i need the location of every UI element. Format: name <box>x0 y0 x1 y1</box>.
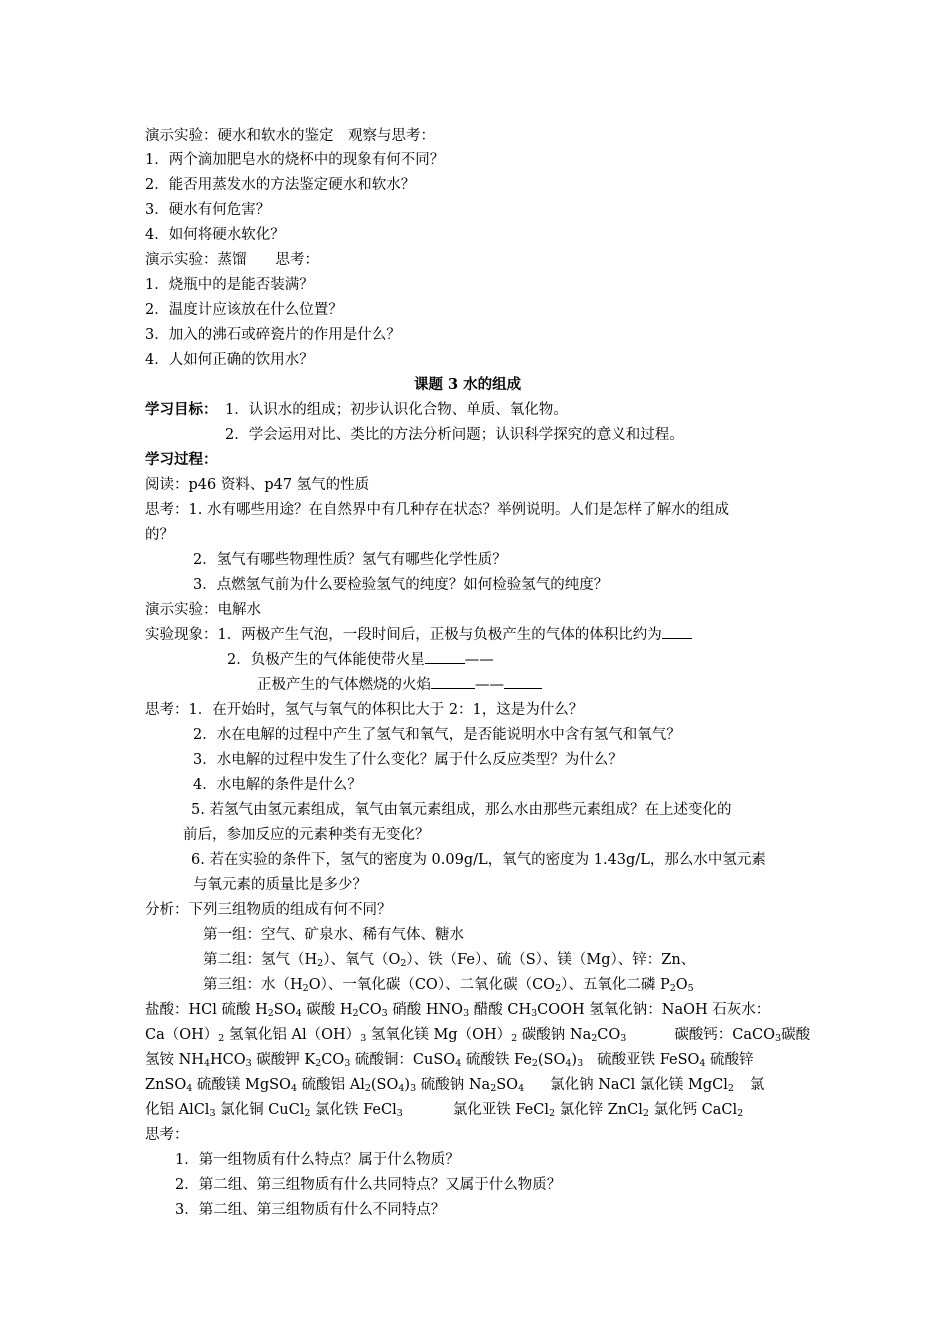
dash: —— <box>464 652 494 668</box>
reading-line: 阅读：p46 资料、p47 氢气的性质 <box>145 477 370 493</box>
phenomenon-line <box>145 624 692 646</box>
thinking-line: 的？ <box>145 527 174 543</box>
phenomenon-text: 实验现象：1．两极产生气泡，一段时间后，正极与负极产生的气体的体积比约为 <box>145 627 662 643</box>
phenomenon-text: 2．负极产生的气体能使带火星 <box>227 652 425 668</box>
learning-process-label: 学习过程： <box>145 451 218 468</box>
learning-goal-item: 1．认识水的组成；初步认识化合物、单质、氧化物。 <box>225 402 568 418</box>
phenomenon-line <box>257 674 542 696</box>
thinking-line: 思考：1．在开始时，氢气与氧气的体积比大于 2：1，这是为什么？ <box>145 702 584 718</box>
compound-list-line: 盐酸：HCl 硫酸 $H_2SO_4$ 碳酸 $H_2CO_3$ 硝酸 $HNO_3$ 醋酸 $CH_3COOH$ 氢氧化钠：NaOH 石灰水： <box>145 1002 771 1019</box>
phenomenon-line <box>227 649 494 671</box>
blank-line <box>504 674 542 689</box>
thinking-line: 与氧元素的质量比是多少？ <box>193 877 367 893</box>
group-three-line: 第三组：水$(H_2O)$、一氧化碳（CO）、二氧化碳$(CO_2)$、五氧化二磷 $P_2O_5$ <box>203 977 694 994</box>
thinking-line: 前后，参加反应的元素种类有无变化？ <box>183 827 430 843</box>
thinking-line: 4．水电解的条件是什么？ <box>193 777 362 793</box>
thinking-line: 2．水在电解的过程中产生了氢气和氧气，是否能说明水中含有氢气和氧气？ <box>193 727 681 743</box>
blank-line <box>431 674 475 689</box>
group-one-line: 第一组：空气、矿泉水、稀有气体、糖水 <box>203 927 464 943</box>
question-line: 2．温度计应该放在什么位置？ <box>145 302 343 318</box>
thinking-line: 3．第二组、第三组物质有什么不同特点？ <box>175 1202 446 1218</box>
thinking-heading: 思考： <box>145 1127 189 1143</box>
phenomenon-text: 正极产生的气体燃烧的火焰 <box>257 677 431 693</box>
analysis-line: 分析：下列三组物质的组成有何不同？ <box>145 902 392 918</box>
lesson-title: 课题 3 水的组成 <box>414 376 522 393</box>
question-line: 2．能否用蒸发水的方法鉴定硬水和软水？ <box>145 177 416 193</box>
question-line: 1．两个滴加肥皂水的烧杯中的现象有何不同？ <box>145 152 445 168</box>
thinking-line: 2．第二组、第三组物质有什么共同特点？又属于什么物质？ <box>175 1177 562 1193</box>
demo-electrolysis-heading: 演示实验：电解水 <box>145 602 261 618</box>
question-line: 4．人如何正确的饮用水？ <box>145 352 314 368</box>
thinking-line: 6. 若在实验的条件下，氢气的密度为 0.09g/L，氧气的密度为 1.43g/L，那么水中氢元素 <box>191 852 766 868</box>
demo-distillation-heading: 演示实验：蒸馏 思考： <box>145 252 319 268</box>
learning-goal-item: 2．学会运用对比、类比的方法分析问题；认识科学探究的意义和过程。 <box>225 427 684 443</box>
dash: —— <box>475 677 504 693</box>
learning-goals-label: 学习目标： <box>145 401 218 418</box>
thinking-line: 3．水电解的过程中发生了什么变化？属于什么反应类型？为什么？ <box>193 752 623 768</box>
thinking-line: 5. 若氢气由氢元素组成，氧气由氧元素组成，那么水由那些元素组成？在上述变化的 <box>191 802 732 818</box>
compound-list-line: $Ca(OH)_2$ 氢氧化铝 $Al(OH)_3$ 氢氧化镁 $Mg(OH)_2$ 碳酸钠 $Na_2CO_3$ 碳酸钙：CaCO$_3$碳酸 <box>145 1027 811 1044</box>
question-line: 4．如何将硬水软化？ <box>145 227 285 243</box>
compound-list-line: 氢铵 $NH_4HCO_3$ 碳酸钾 $K_2CO_3$ 硫酸铜：CuSO$_4$ 硫酸铁 $Fe_2(SO_4)_3$ 硫酸亚铁 FeSO$_4$ 硫酸锌 <box>145 1052 754 1069</box>
question-line: 1．烧瓶中的是能否装满？ <box>145 277 314 293</box>
thinking-line: 2．氢气有哪些物理性质？氢气有哪些化学性质？ <box>193 552 507 568</box>
group-two-line: 第二组：氢气$(H_2)$、氧气$(O_2)$、铁（Fe）、硫（S）、镁（Mg）、锌：Zn、 <box>203 952 696 969</box>
blank-line <box>425 649 465 664</box>
demo-hard-soft-water-heading: 演示实验：硬水和软水的鉴定 观察与思考： <box>145 128 435 144</box>
blank-line <box>662 624 692 639</box>
thinking-line: 3．点燃氢气前为什么要检验氢气的纯度？如何检验氢气的纯度？ <box>193 577 609 593</box>
compound-list-line: ZnSO$_4$ 硫酸镁 MgSO$_4$ 硫酸铝 $Al_2(SO_4)_3$ 硫酸钠 $Na_2SO_4$ 氯化钠 NaCl 氯化镁 MgCl$_2$ 氯 <box>145 1077 765 1094</box>
thinking-line: 思考：1. 水有哪些用途？在自然界中有几种存在状态？举例说明。人们是怎样了解水的组成 <box>145 502 729 518</box>
question-line: 3．硬水有何危害？ <box>145 202 271 218</box>
thinking-line: 1．第一组物质有什么特点？属于什么物质？ <box>175 1152 460 1168</box>
question-line: 3．加入的沸石或碎瓷片的作用是什么？ <box>145 327 401 343</box>
compound-list-line: 化铝 AlCl$_3$ 氯化铜 CuCl$_2$ 氯化铁 FeCl$_3$ 氯化亚铁 FeCl$_2$ 氯化锌 ZnCl$_2$ 氯化钙 CaCl$_2$ <box>145 1102 744 1119</box>
